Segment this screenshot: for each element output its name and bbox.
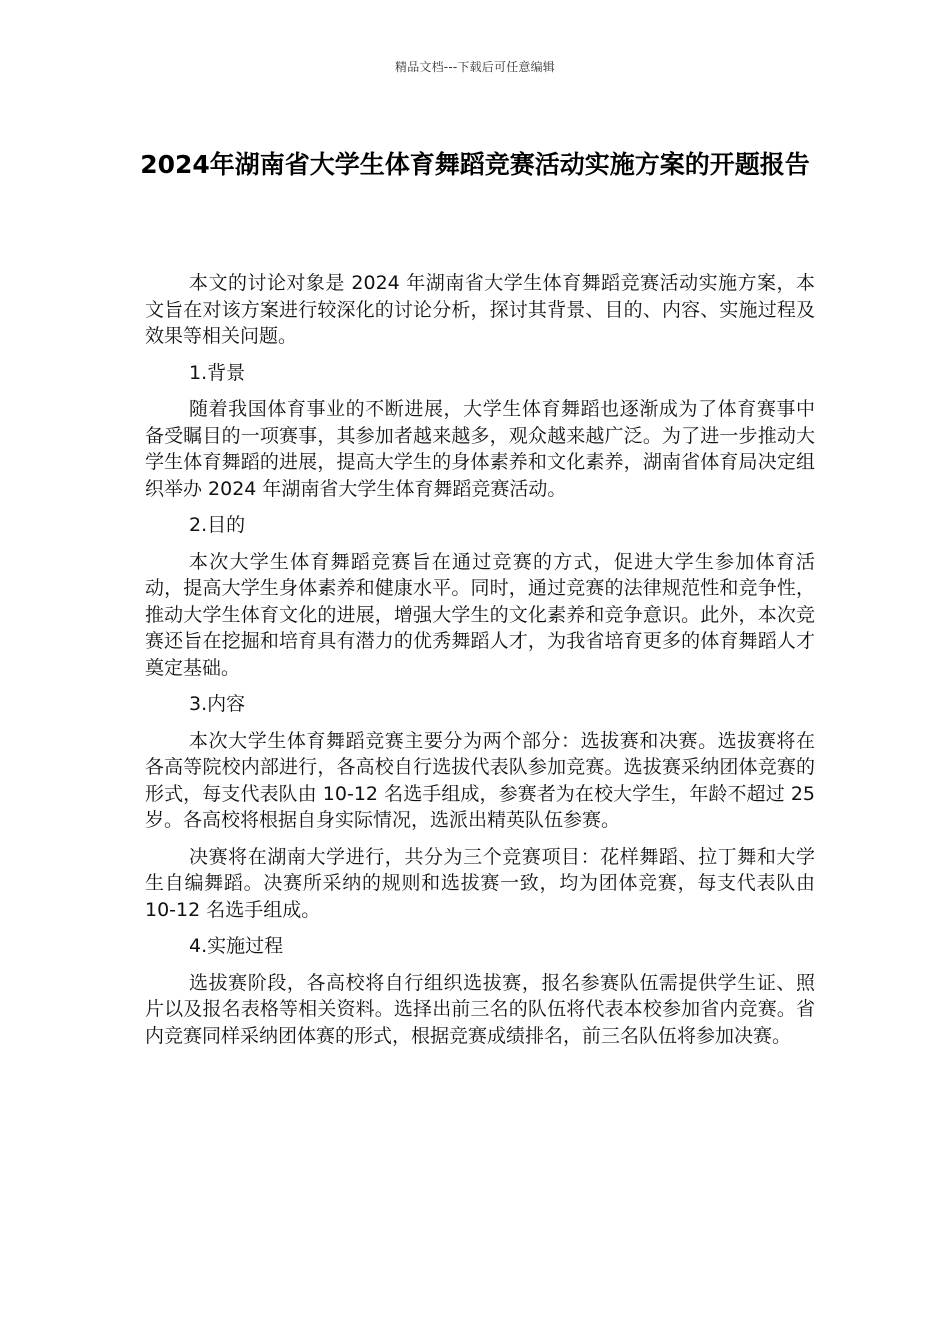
paragraph-content-final: 决赛将在湖南大学进行，共分为三个竞赛项目：花样舞蹈、拉丁舞和大学生自编舞蹈。决赛所采纳的规则和选拔赛一致，均为团体竞赛，每支代表队由 10-12 名选手组成。: [145, 845, 815, 921]
header-note: 精品文档---下载后可任意编辑: [395, 60, 555, 74]
heading-implementation: 4.实施过程: [189, 935, 284, 957]
paragraph-intro: 本文的讨论对象是 2024 年湖南省大学生体育舞蹈竞赛活动实施方案，本文旨在对该方案进行较深化的讨论分析，探讨其背景、目的、内容、实施过程及效果等相关问题。: [145, 272, 815, 347]
heading-content: 3.内容: [189, 693, 246, 715]
paragraph-purpose: 本次大学生体育舞蹈竞赛旨在通过竞赛的方式，促进大学生参加体育活动，提高大学生身体素养和健康水平。同时，通过竞赛的法律规范性和竞争性，推动大学生体育文化的进展，增强大学生的文化素养和竞争意识。此外，本次竞赛还旨在挖掘和培育具有潜力的优秀舞蹈人才，为我省培育更多的体育舞蹈人才奠定基础。: [145, 550, 815, 679]
heading-purpose: 2.目的: [189, 514, 246, 536]
document-body: [145, 270, 815, 1059]
paragraph-content-selection: 本次大学生体育舞蹈竞赛主要分为两个部分：选拔赛和决赛。选拔赛将在各高等院校内部进行，各高校自行选拔代表队参加竞赛。选拔赛采纳团体竞赛的形式，每支代表队由 10-12 名选手组成，参赛者为在校大学生，年龄不超过 25 岁。各高校将根据自身实际情况，选派出精英队伍参赛。: [145, 729, 815, 831]
paragraph-implementation: 选拔赛阶段，各高校将自行组织选拔赛，报名参赛队伍需提供学生证、照片以及报名表格等相关资料。选择出前三名的队伍将代表本校参加省内竞赛。省内竞赛同样采纳团体赛的形式，根据竞赛成绩排名，前三名队伍将参加决赛。: [145, 971, 815, 1047]
heading-background: 1.背景: [189, 361, 246, 384]
document-title: 2024年湖南省大学生体育舞蹈竞赛活动实施方案的开题报告: [140, 150, 810, 179]
paragraph-background: 随着我国体育事业的不断进展，大学生体育舞蹈也逐渐成为了体育赛事中备受瞩目的一项赛事，其参加者越来越多，观众越来越广泛。为了进一步推动大学生体育舞蹈的进展，提高大学生的身体素养和文化素养，湖南省体育局决定组织举办 2024 年湖南省大学生体育舞蹈竞赛活动。: [145, 398, 815, 500]
